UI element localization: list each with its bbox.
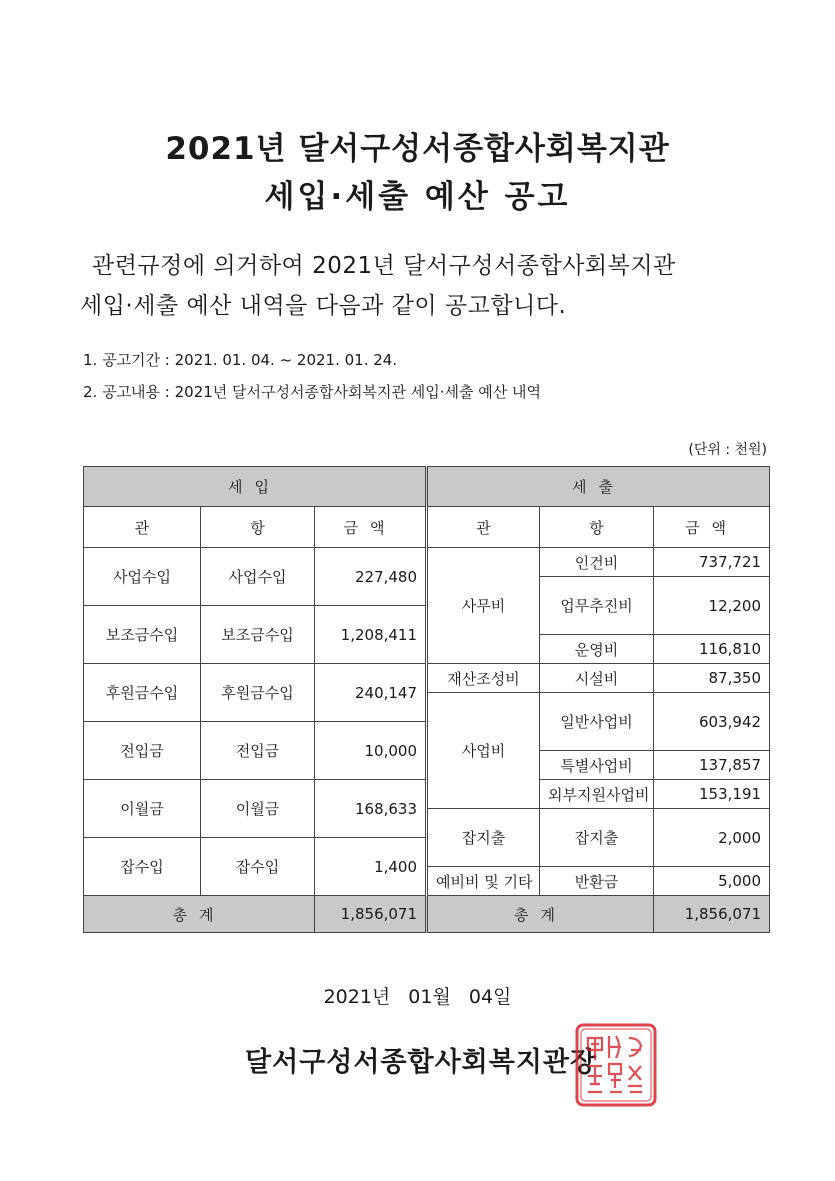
revenue-gwan: 사업수입: [84, 548, 201, 606]
expense-hang: 운영비: [540, 635, 654, 664]
revenue-hang: 전입금: [201, 722, 315, 780]
revenue-hang: 후원금수입: [201, 664, 315, 722]
document-title-line1: 2021년 달서구성서종합사회복지관: [165, 131, 670, 167]
expense-amount: 737,721: [654, 548, 770, 577]
expense-gwan: 재산조성비: [427, 664, 540, 693]
col-header-amount: 금액: [654, 507, 770, 548]
expense-total-amount: 1,856,071: [654, 896, 770, 933]
revenue-hang: 이월금: [201, 780, 315, 838]
col-header-hang: 항: [540, 507, 654, 548]
expense-amount: 116,810: [654, 635, 770, 664]
intro-line1: 관련규정에 의거하여 2021년 달서구성서종합사회복지관: [92, 253, 676, 279]
table-column-header-row: [84, 507, 770, 548]
official-seal-icon: [574, 1022, 658, 1108]
col-header-hang: 항: [201, 507, 315, 548]
expense-gwan: 잡지출: [427, 809, 540, 867]
revenue-hang: 사업수입: [201, 548, 315, 606]
expense-total-label: 총계: [427, 896, 654, 933]
col-header-amount: 금액: [315, 507, 427, 548]
document-title-line2: 세입·세출 예산 공고: [264, 179, 571, 215]
revenue-gwan: 이월금: [84, 780, 201, 838]
revenue-amount: 227,480: [315, 548, 427, 606]
expense-hang: 잡지출: [540, 809, 654, 867]
expense-amount: 12,200: [654, 577, 770, 635]
expense-gwan: 사업비: [427, 693, 540, 809]
table-section-header-row: [84, 467, 770, 507]
table-total-row: [84, 896, 770, 933]
expense-amount: 137,857: [654, 751, 770, 780]
expense-amount: 87,350: [654, 664, 770, 693]
revenue-total-amount: 1,856,071: [315, 896, 427, 933]
expense-hang: 일반사업비: [540, 693, 654, 751]
notice-content: 2. 공고내용 : 2021년 달서구성서종합사회복지관 세입·세출 예산 내역: [83, 383, 541, 401]
revenue-amount: 1,208,411: [315, 606, 427, 664]
revenue-gwan: 잡수입: [84, 838, 201, 896]
expense-amount: 2,000: [654, 809, 770, 867]
expense-gwan: 사무비: [427, 548, 540, 664]
revenue-hang: 보조금수입: [201, 606, 315, 664]
intro-line2: 세입·세출 예산 내역을 다음과 같이 공고합니다.: [80, 293, 567, 319]
col-header-gwan: 관: [427, 507, 540, 548]
expense-amount: 603,942: [654, 693, 770, 751]
expense-hang: 시설비: [540, 664, 654, 693]
revenue-amount: 240,147: [315, 664, 427, 722]
revenue-amount: 1,400: [315, 838, 427, 896]
expense-amount: 5,000: [654, 867, 770, 896]
expense-hang: 외부지원사업비: [540, 780, 654, 809]
col-header-gwan: 관: [84, 507, 201, 548]
organization-name: 달서구성서종합사회복지관장: [245, 1047, 598, 1078]
expense-hang: 인건비: [540, 548, 654, 577]
unit-label: (단위 : 천원): [688, 442, 767, 458]
revenue-gwan: 후원금수입: [84, 664, 201, 722]
revenue-amount: 168,633: [315, 780, 427, 838]
budget-table: [83, 466, 770, 933]
revenue-header: 세입: [84, 467, 427, 507]
notice-period: 1. 공고기간 : 2021. 01. 04. ~ 2021. 01. 24.: [83, 351, 398, 369]
expense-gwan: 예비비 및 기타: [427, 867, 540, 896]
expense-header: 세출: [427, 467, 770, 507]
table-row: [84, 664, 770, 693]
notice-date: 2021년 01월 04일: [323, 986, 512, 1008]
revenue-gwan: 전입금: [84, 722, 201, 780]
expense-hang: 업무추진비: [540, 577, 654, 635]
revenue-amount: 10,000: [315, 722, 427, 780]
table-row: [84, 548, 770, 577]
revenue-gwan: 보조금수입: [84, 606, 201, 664]
expense-hang: 특별사업비: [540, 751, 654, 780]
revenue-total-label: 총계: [84, 896, 315, 933]
revenue-hang: 잡수입: [201, 838, 315, 896]
expense-hang: 반환금: [540, 867, 654, 896]
expense-amount: 153,191: [654, 780, 770, 809]
